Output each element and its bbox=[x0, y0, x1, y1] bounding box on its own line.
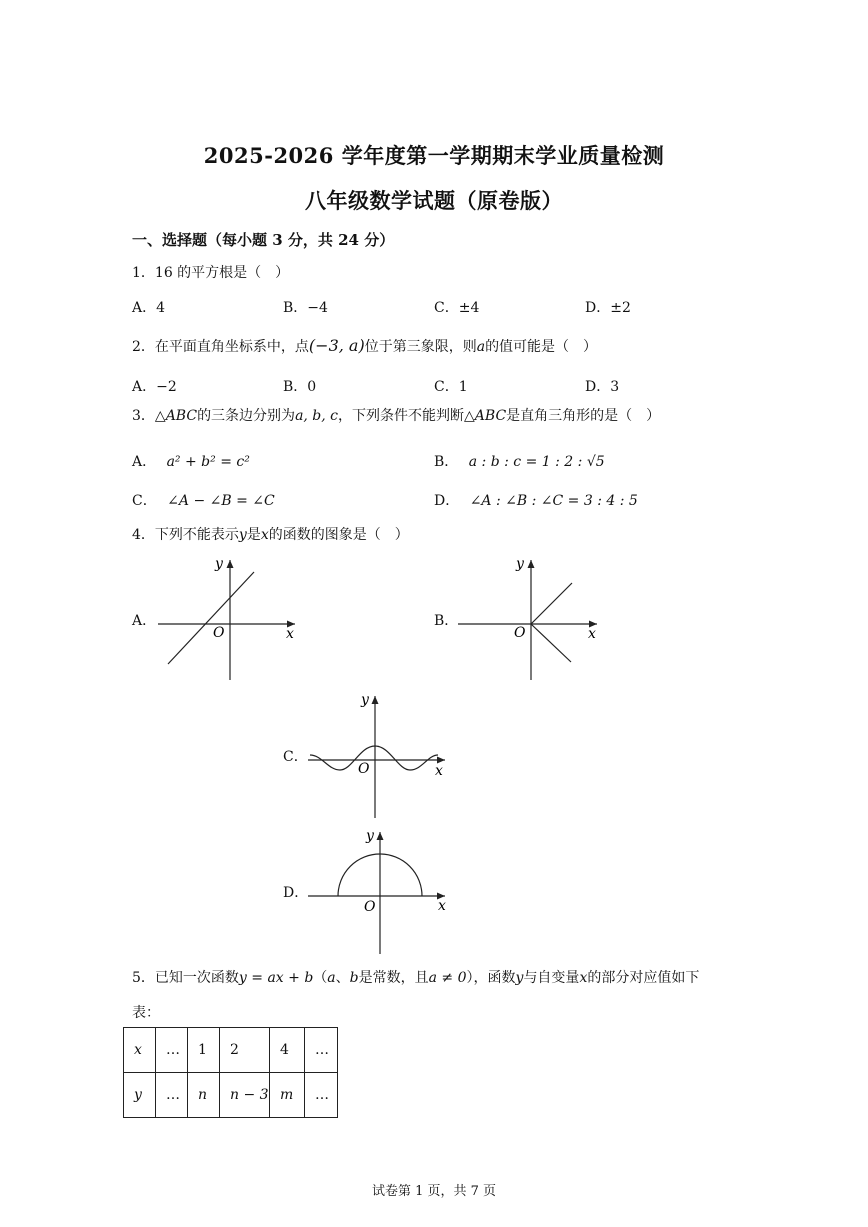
q5-a-var: a bbox=[327, 970, 336, 986]
y-axis-arrow-icon bbox=[227, 560, 234, 568]
q3-option-a-formula: a² + b² = c² bbox=[166, 454, 250, 470]
q4-stem-part: 是 bbox=[246, 527, 261, 543]
q4-stem bbox=[132, 524, 409, 544]
table-cell: … bbox=[156, 1073, 188, 1118]
origin-label: O bbox=[213, 625, 225, 641]
table-cell: 2 bbox=[220, 1028, 270, 1073]
q2-option-c: C．1 bbox=[434, 379, 468, 395]
y-axis-arrow-icon bbox=[377, 832, 384, 840]
q3-option-a bbox=[132, 451, 250, 471]
q4-graph-d bbox=[300, 824, 455, 956]
q2-option-b: B．0 bbox=[283, 379, 317, 395]
table-cell: 1 bbox=[188, 1028, 220, 1073]
q1-option-d: D．±2 bbox=[585, 300, 631, 316]
q1-option-a: A．4 bbox=[132, 300, 166, 316]
y-axis-label: y bbox=[215, 556, 223, 572]
table-row bbox=[124, 1028, 338, 1073]
q3-option-d-formula: ∠A : ∠B : ∠C = 3 : 4 : 5 bbox=[469, 493, 638, 509]
q4-option-a-label: A． bbox=[132, 613, 157, 629]
x-axis-label: x bbox=[588, 626, 596, 642]
table-cell: … bbox=[156, 1028, 188, 1073]
q5-condition: a ≠ 0 bbox=[428, 970, 467, 986]
q2-point: (−3, a) bbox=[308, 336, 365, 355]
exam-title: 2025-2026 学年度第一学期期末学业质量检测 bbox=[203, 143, 665, 168]
q2-option-d: D．3 bbox=[585, 379, 620, 395]
q5-stem-part: 与自变量 bbox=[523, 970, 580, 986]
q1-option-b: B．−4 bbox=[283, 300, 328, 316]
q2-stem-part: 的值可能是（ ） bbox=[485, 339, 598, 355]
q5-stem-part: 、 bbox=[335, 970, 350, 986]
q5-function: y = ax + b bbox=[238, 970, 314, 986]
q2-stem bbox=[132, 336, 597, 356]
table-cell: … bbox=[305, 1028, 338, 1073]
q3-option-d bbox=[434, 490, 638, 510]
q3-stem bbox=[132, 405, 660, 425]
q3-stem-part: ，下列条件不能判断△ bbox=[338, 408, 475, 424]
q4-graph-a bbox=[150, 552, 310, 682]
q4-x-var: x bbox=[260, 527, 269, 543]
y-axis-arrow-icon bbox=[372, 696, 379, 704]
q1-stem: 1．16 的平方根是（ ） bbox=[132, 265, 290, 281]
q4-stem-part: 4．下列不能表示 bbox=[132, 527, 239, 543]
q3-sides: a, b, c bbox=[295, 408, 339, 424]
q3-option-label: C． bbox=[132, 493, 157, 509]
y-axis-label: y bbox=[366, 828, 374, 844]
x-axis-label: x bbox=[438, 898, 446, 914]
q5-stem-part: 的部分对应值如下 bbox=[587, 970, 700, 986]
q2-option-a: A．−2 bbox=[132, 379, 177, 395]
q3-stem-part: 是直角三角形的是（ ） bbox=[506, 408, 661, 424]
x-axis-label: x bbox=[286, 626, 294, 642]
q4-stem-part: 的函数的图象是（ ） bbox=[268, 527, 409, 543]
q5-value-table bbox=[123, 1027, 338, 1118]
q5-stem-continued: 表： bbox=[132, 1005, 160, 1021]
q5-y-var: y bbox=[515, 970, 524, 986]
q5-stem-part: （ bbox=[313, 970, 328, 986]
q5-b-var: b bbox=[349, 970, 359, 986]
q2-stem-part: 位于第三象限，则 bbox=[364, 339, 477, 355]
q3-stem-part: 3．△ bbox=[132, 408, 166, 424]
q4-y-var: y bbox=[238, 527, 247, 543]
table-cell: n − 3 bbox=[220, 1073, 270, 1118]
table-cell: 4 bbox=[270, 1028, 305, 1073]
table-row bbox=[124, 1073, 338, 1118]
table-cell: y bbox=[124, 1073, 156, 1118]
q3-triangle: ABC bbox=[474, 408, 507, 424]
q4-graph-c bbox=[300, 688, 455, 820]
q3-option-c-formula: ∠A − ∠B = ∠C bbox=[167, 493, 275, 509]
exam-subtitle: 八年级数学试题（原卷版） bbox=[305, 188, 563, 213]
q5-stem bbox=[132, 967, 699, 987]
q3-option-b bbox=[434, 451, 605, 471]
table-cell: … bbox=[305, 1073, 338, 1118]
q4-option-c-label: C． bbox=[283, 749, 308, 765]
q3-triangle: ABC bbox=[165, 408, 198, 424]
graph-wave bbox=[310, 746, 438, 770]
q4-option-b-label: B． bbox=[434, 613, 459, 629]
q3-option-c bbox=[132, 490, 275, 510]
q3-option-label: B． bbox=[434, 454, 459, 470]
q5-stem-part: ），函数 bbox=[466, 970, 516, 986]
q5-stem-part: 5．已知一次函数 bbox=[132, 970, 239, 986]
graph-ray-upper bbox=[531, 583, 572, 624]
origin-label: O bbox=[514, 625, 526, 641]
table-cell: x bbox=[124, 1028, 156, 1073]
x-axis-label: x bbox=[435, 763, 443, 779]
y-axis-arrow-icon bbox=[528, 560, 535, 568]
table-cell: m bbox=[270, 1073, 305, 1118]
y-axis-label: y bbox=[516, 556, 524, 572]
origin-label: O bbox=[364, 899, 376, 915]
q3-option-label: D． bbox=[434, 493, 460, 509]
q2-stem-part: 2．在平面直角坐标系中，点 bbox=[132, 339, 309, 355]
page-footer: 试卷第 1 页，共 7 页 bbox=[371, 1184, 497, 1199]
graph-ray-lower bbox=[531, 624, 571, 662]
q5-stem-part: 是常数，且 bbox=[358, 970, 429, 986]
graph-line bbox=[168, 572, 254, 664]
q1-option-c: C．±4 bbox=[434, 300, 480, 316]
table-cell: n bbox=[188, 1073, 220, 1118]
q5-x-var: x bbox=[579, 970, 588, 986]
section-heading: 一、选择题（每小题 3 分，共 24 分） bbox=[132, 231, 395, 249]
q4-graph-b bbox=[450, 552, 610, 682]
origin-label: O bbox=[358, 761, 370, 777]
q2-var: a bbox=[476, 339, 486, 355]
q3-option-label: A． bbox=[132, 454, 157, 470]
q3-option-b-formula: a : b : c = 1 : 2 : √5 bbox=[468, 454, 605, 470]
q3-stem-part: 的三条边分别为 bbox=[197, 408, 296, 424]
q4-option-d-label: D． bbox=[283, 885, 309, 901]
y-axis-label: y bbox=[361, 692, 369, 708]
